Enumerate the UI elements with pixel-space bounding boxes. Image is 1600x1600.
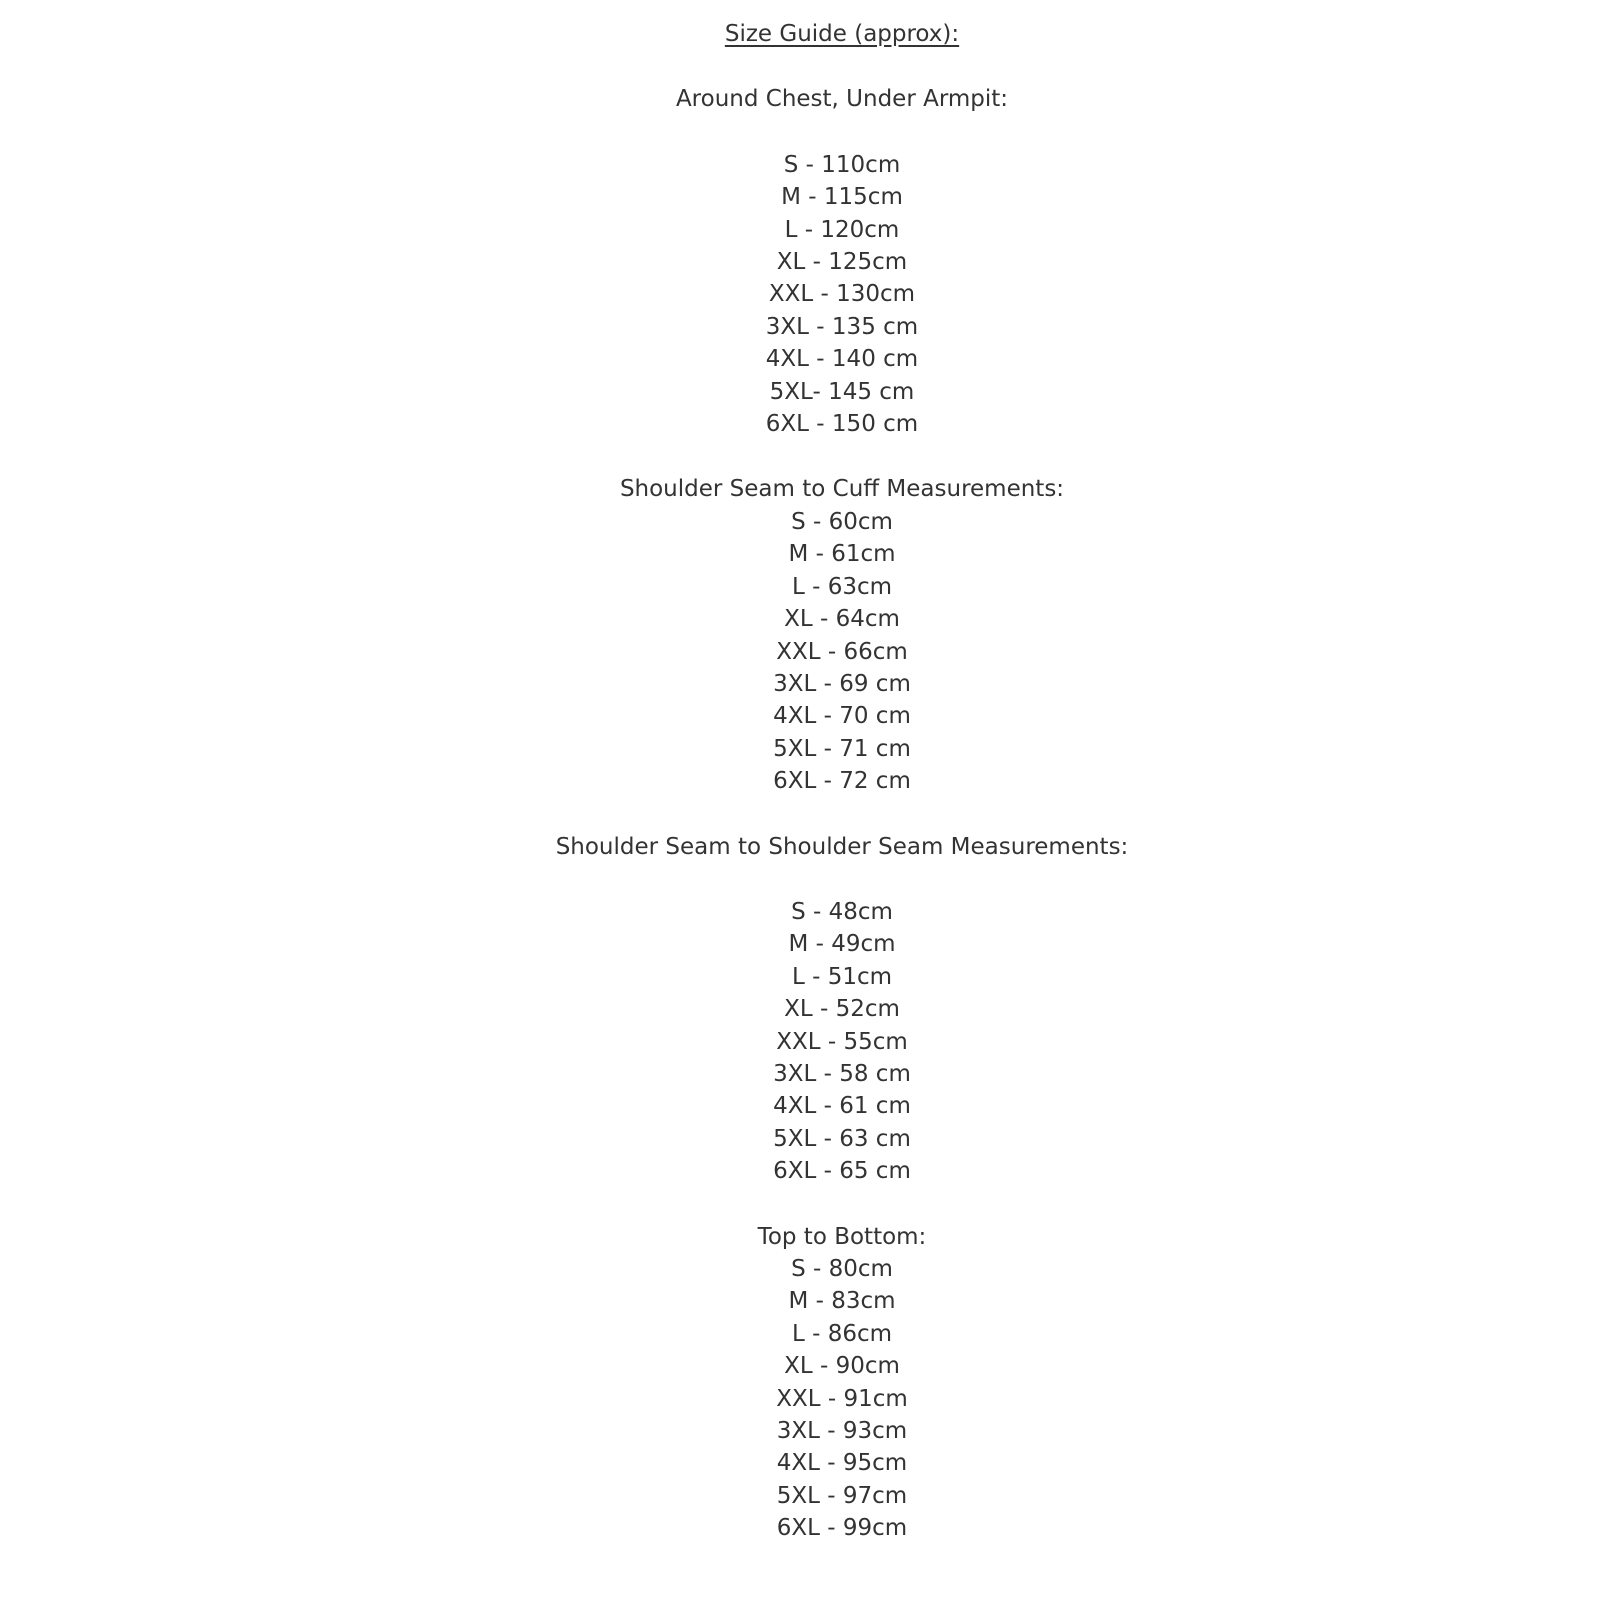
- size-list-seam-to-seam: [84, 896, 1600, 1188]
- size-list-seam-to-cuff: [84, 506, 1600, 798]
- size-row: M - 49cm: [788, 931, 896, 958]
- size-row: L - 120cm: [784, 216, 900, 243]
- size-row: L - 86cm: [791, 1320, 893, 1347]
- size-row: M - 115cm: [781, 184, 903, 211]
- size-row: 4XL - 61 cm: [773, 1093, 911, 1120]
- size-row: XXL - 130cm: [768, 281, 916, 308]
- size-row: S - 80cm: [791, 1256, 893, 1282]
- size-row: 6XL - 99cm: [776, 1515, 908, 1542]
- size-row: 6XL - 72 cm: [773, 768, 911, 795]
- size-row: 4XL - 70 cm: [773, 703, 911, 730]
- size-row: XL - 52cm: [784, 996, 900, 1023]
- size-row: 6XL - 65 cm: [773, 1158, 911, 1185]
- size-row: 5XL - 63 cm: [773, 1125, 911, 1152]
- size-row: L - 51cm: [791, 963, 893, 990]
- size-row: 3XL - 58 cm: [773, 1060, 911, 1087]
- size-row: 3XL - 69 cm: [773, 670, 911, 697]
- section-top-to-bottom: [84, 1221, 1600, 1545]
- size-row: L - 63cm: [791, 573, 893, 600]
- size-row: M - 83cm: [788, 1288, 896, 1315]
- section-heading-around-chest: Around Chest, Under Armpit:: [675, 86, 1009, 113]
- size-row: S - 60cm: [791, 508, 893, 535]
- size-row: 5XL - 97cm: [776, 1482, 908, 1509]
- size-row: XL - 90cm: [784, 1353, 900, 1380]
- size-row: M - 61cm: [788, 541, 896, 568]
- size-row: 6XL - 150 cm: [765, 411, 919, 438]
- size-row: XL - 64cm: [784, 606, 900, 633]
- size-list-around-chest: [84, 149, 1600, 441]
- size-row: 5XL - 71 cm: [773, 735, 911, 762]
- size-row: 5XL- 145 cm: [769, 378, 915, 405]
- section-heading-seam-to-seam: Shoulder Seam to Shoulder Seam Measurements:: [555, 833, 1129, 860]
- size-row: 4XL - 140 cm: [765, 346, 919, 373]
- size-row: XL - 125cm: [776, 249, 908, 276]
- section-seam-to-cuff: [84, 473, 1600, 797]
- size-row: 4XL - 95cm: [776, 1450, 908, 1477]
- size-row: 3XL - 93cm: [776, 1418, 908, 1445]
- size-row: S - 48cm: [791, 898, 893, 925]
- section-around-chest: [84, 83, 1600, 440]
- size-row: XXL - 66cm: [776, 638, 908, 665]
- section-heading-top-to-bottom: Top to Bottom:: [757, 1223, 927, 1250]
- size-row: S - 110cm: [783, 151, 901, 178]
- section-seam-to-seam: [84, 831, 1600, 1188]
- section-heading-seam-to-cuff: Shoulder Seam to Cuff Measurements:: [619, 476, 1065, 503]
- size-row: 3XL - 135 cm: [765, 313, 919, 340]
- size-guide-title: Size Guide (approx):: [724, 21, 960, 47]
- size-row: XXL - 55cm: [776, 1028, 908, 1055]
- size-row: XXL - 91cm: [776, 1385, 908, 1412]
- size-list-top-to-bottom: [84, 1253, 1600, 1545]
